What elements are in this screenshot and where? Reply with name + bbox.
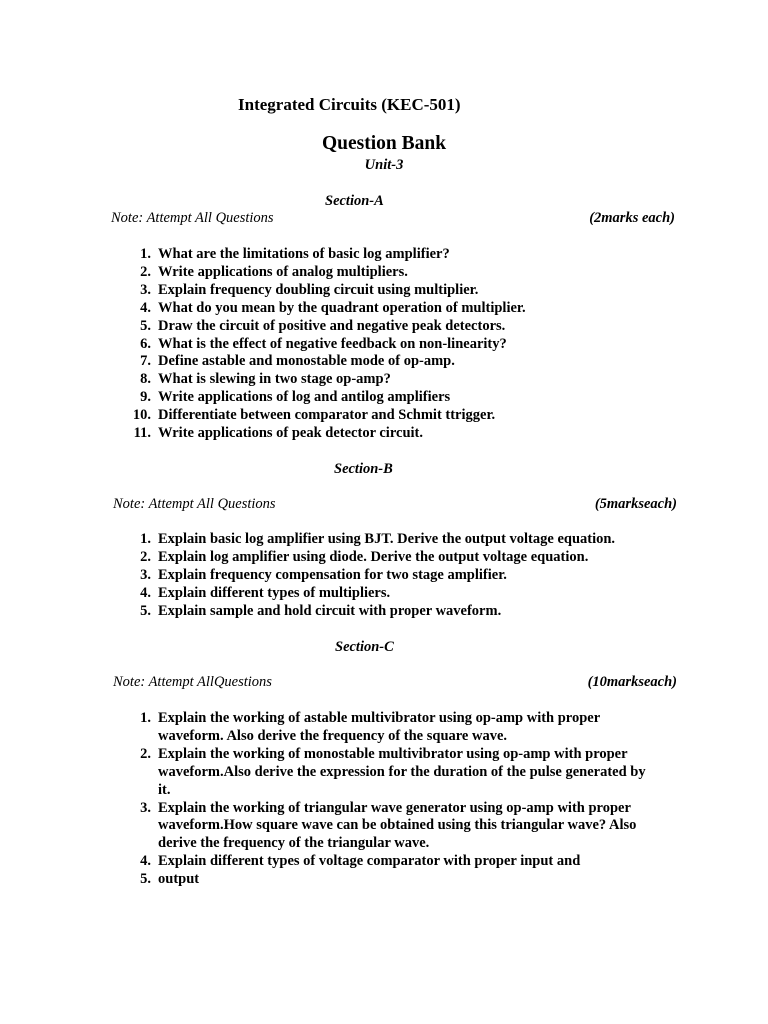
question-item [140,371,526,389]
section-a-heading: Section-A [325,193,384,209]
section-c-marks: (10markseach) [587,674,677,690]
section-b-question-list [140,531,616,621]
question-text-line: Explain the working of triangular wave generator using op-amp with proper [158,799,631,816]
question-text: Draw the circuit of positive and negative peak detectors. [158,317,506,334]
question-number: 1. [140,246,151,262]
question-item [140,745,646,800]
question-item [140,389,526,407]
question-text-line: output [158,871,200,888]
question-text: Define astable and monostable mode of op-amp. [158,353,455,370]
question-text-line: it. [158,781,171,798]
question-number: 7. [140,353,151,370]
question-item [140,317,526,336]
question-text: What are the limitations of basic log amplifier? [158,246,450,262]
question-number: 4. [140,853,151,870]
question-text-line: waveform.How square wave can be obtained using this triangular wave? Also [158,817,637,834]
question-number: 2. [140,263,151,280]
question-text-line: Explain the working of monostable multivibrator using op-amp with proper [158,745,628,762]
question-text: What do you mean by the quadrant operation of multiplier. [158,299,526,316]
question-number: 11. [133,425,151,442]
question-number: 2. [140,745,151,762]
section-b-heading: Section-B [334,461,393,477]
question-item [140,299,526,318]
question-item [140,335,526,354]
question-text-line: Explain the working of astable multivibrator using op-amp with proper [158,710,601,726]
question-text: What is the effect of negative feedback on non-linearity? [158,335,507,352]
question-text-line: waveform. Also derive the frequency of the square wave. [158,727,508,744]
question-item [132,407,526,425]
course-title: Integrated Circuits (KEC-501) [238,95,461,114]
question-text: Explain frequency compensation for two stage amplifier. [158,566,507,583]
question-number: 3. [140,281,151,298]
question-text: Explain frequency doubling circuit using multiplier. [158,281,479,298]
question-number: 10. [132,407,151,424]
section-a-marks: (2marks each) [589,210,675,226]
question-item [140,602,615,621]
question-item [133,425,526,443]
question-number: 4. [140,584,151,601]
question-text: Explain different types of multipliers. [158,584,391,601]
question-text-line: Explain different types of voltage comparator with proper input and [158,853,581,870]
question-number: 3. [140,566,151,583]
question-item [140,853,646,871]
question-text: Differentiate between comparator and Schmit ttrigger. [158,407,496,424]
question-number: 8. [140,371,151,388]
question-item [140,353,526,371]
unit-label: Unit-3 [364,157,404,173]
question-number: 5. [140,602,151,619]
question-number: 6. [140,335,151,352]
question-text: Write applications of analog multipliers. [158,263,408,280]
question-number: 5. [140,317,151,334]
question-item [140,566,615,585]
section-a-note: Note: Attempt All Questions [111,210,274,226]
page-title: Question Bank [321,133,447,154]
question-text: What is slewing in two stage op-amp? [158,371,391,388]
question-item [140,799,646,854]
section-a-question-list [132,246,526,443]
question-text: Explain log amplifier using diode. Derive the output voltage equation. [158,548,589,565]
question-number: 9. [140,389,151,406]
question-number: 4. [140,299,151,316]
question-number: 3. [140,799,151,816]
question-text: Explain basic log amplifier using BJT. Derive the output voltage equation. [158,531,616,547]
question-text: Write applications of peak detector circuit. [158,425,423,442]
section-c-note: Note: Attempt AllQuestions [113,674,272,690]
section-c-question-list [140,710,646,889]
question-number: 1. [140,710,151,726]
question-text-line: derive the frequency of the triangular wave. [158,835,430,852]
question-text: Write applications of log and antilog amplifiers [158,389,451,406]
question-number: 5. [140,871,151,888]
section-b-note: Note: Attempt All Questions [113,496,276,512]
question-number: 2. [140,548,151,565]
section-b-marks: (5markseach) [594,496,677,512]
question-item [140,263,526,282]
question-item [140,281,526,300]
question-item [140,584,615,603]
question-number: 1. [140,531,151,547]
question-item [140,531,616,549]
question-text-line: waveform.Also derive the expression for the duration of the pulse generated by [158,763,646,780]
question-item [140,871,646,889]
section-c-heading: Section-C [335,639,394,655]
question-item [140,548,615,567]
question-item [140,246,526,264]
question-item [140,710,646,746]
question-text: Explain sample and hold circuit with proper waveform. [158,602,502,619]
